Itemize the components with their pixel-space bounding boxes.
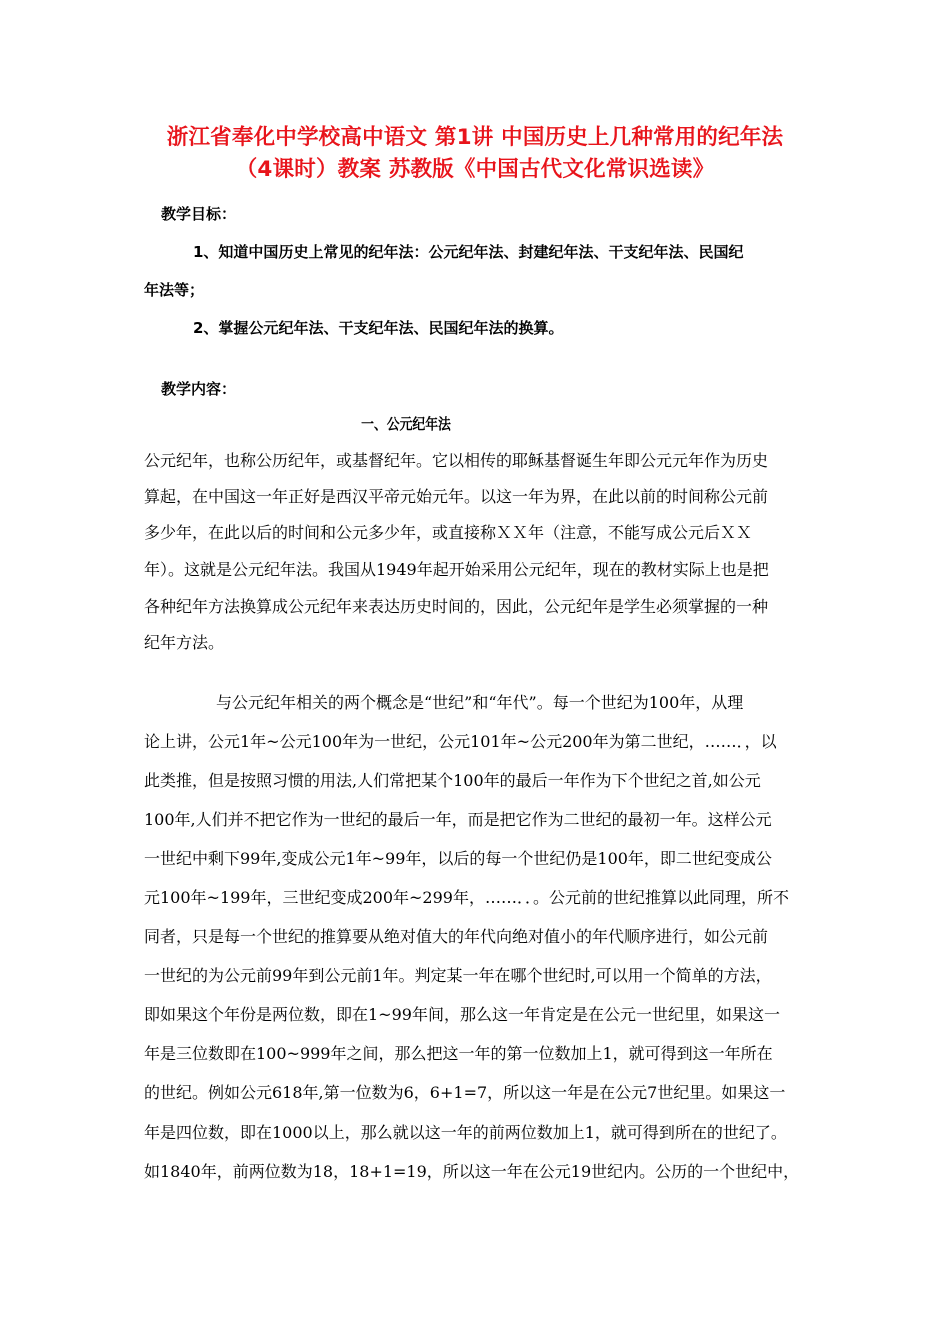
document-title-line-2: （4课时）教案 苏教版《中国古代文化常识选读》 (235, 157, 715, 182)
paragraph-2-line: 同者，只是每一个世纪的推算要从绝对值大的年代向绝对值小的年代顺序进行，如公元前 (144, 927, 769, 946)
paragraph-2-line: 一世纪中剩下99年,变成公元1年~99年，以后的每一个世纪仍是100年，即二世纪变成公 (144, 849, 772, 868)
paragraph-1-line: 多少年，在此以后的时间和公元多少年，或直接称ＸＸ年（注意，不能写成公元后ＸＸ (144, 523, 753, 542)
objectives-heading: 教学目标： (161, 205, 237, 223)
paragraph-2-line: 年是三位数即在100~999年之间，那么把这一年的第一位数加上1，就可得到这一年所在 (144, 1044, 773, 1063)
objective-1-line-1: 1、知道中国历史上常见的纪年法：公元纪年法、封建纪年法、干支纪年法、民国纪 (193, 243, 744, 261)
paragraph-2-line: 100年,人们并不把它作为一世纪的最后一年，而是把它作为二世纪的最初一年。这样公元 (144, 810, 772, 829)
objective-1-line-2: 年法等； (144, 281, 205, 299)
paragraph-1-line: 年）。这就是公元纪年法。我国从1949年起开始采用公元纪年，现在的教材实际上也是把 (144, 560, 769, 579)
document-title-line-1: 浙江省奉化中学校高中语文 第1讲 中国历史上几种常用的纪年法 (166, 125, 784, 150)
paragraph-2-line: 一世纪的为公元前99年到公元前1年。判定某一年在哪个世纪时,可以用一个简单的方法， (144, 966, 772, 985)
content-heading: 教学内容： (161, 380, 237, 398)
objective-2: 2、掌握公元纪年法、干支纪年法、民国纪年法的换算。 (193, 319, 564, 337)
paragraph-2-line: 的世纪。例如公元618年,第一位数为6，6+1=7，所以这一年是在公元7世纪里。如果这一 (144, 1083, 786, 1102)
paragraph-2-line: 年是四位数，即在1000以上，那么就以这一年的前两位数加上1，就可得到所在的世纪了。 (144, 1123, 787, 1142)
paragraph-2-line: 即如果这个年份是两位数，即在1~99年间，那么这一年肯定是在公元一世纪里，如果这一 (144, 1005, 780, 1024)
paragraph-2-line: 如1840年，前两位数为18，18+1=19，所以这一年在公元19世纪内。公历的一个世纪中， (144, 1162, 800, 1181)
paragraph-1-line: 算起，在中国这一年正好是西汉平帝元始元年。以这一年为界，在此以前的时间称公元前 (144, 487, 769, 506)
paragraph-2-line: 此类推，但是按照习惯的用法,人们常把某个100年的最后一年作为下个世纪之首,如公元 (144, 771, 761, 790)
section-1-heading: 一、公元纪年法 (361, 415, 451, 433)
paragraph-2-line: 元100年~199年，三世纪变成200年~299年，……．．。公元前的世纪推算以此同理，所不 (144, 888, 789, 907)
paragraph-1-line: 各种纪年方法换算成公元纪年来表达历史时间的，因此，公元纪年是学生必须掌握的一种 (144, 597, 769, 616)
paragraph-1-line: 公元纪年，也称公历纪年，或基督纪年。它以相传的耶稣基督诞生年即公元元年作为历史 (144, 451, 769, 470)
paragraph-2-line: 与公元纪年相关的两个概念是“世纪”和“年代”。每一个世纪为100年，从理 (216, 693, 744, 712)
paragraph-1-line: 纪年方法。 (144, 633, 225, 652)
paragraph-2-line: 论上讲，公元1年~公元100年为一世纪，公元101年~公元200年为第二世纪，……．，以 (144, 732, 777, 751)
